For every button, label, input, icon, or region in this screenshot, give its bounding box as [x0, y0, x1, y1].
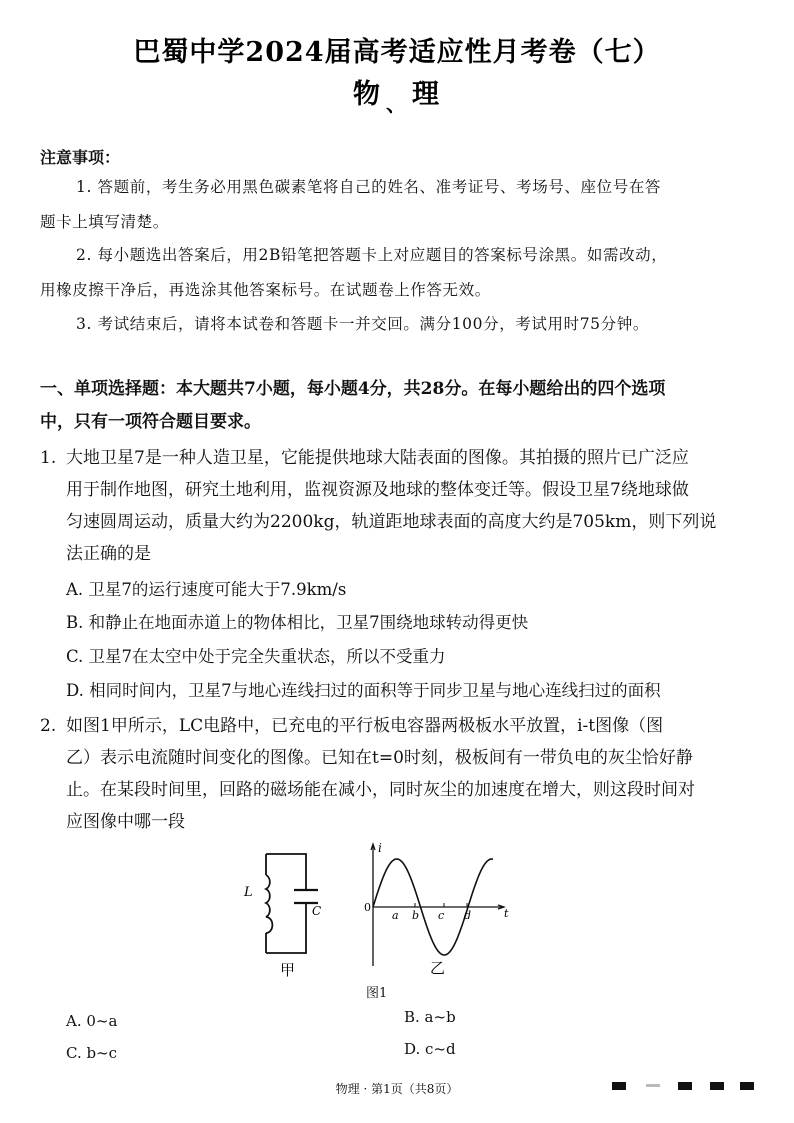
section-heading-line: 一、单项选择题：本大题共7小题，每小题4分，共28分。在每小题给出的四个选项 [40, 379, 666, 399]
question-1 [40, 442, 760, 572]
registration-mark [710, 1082, 724, 1090]
i-t-graph [371, 844, 504, 966]
registration-mark [740, 1082, 754, 1090]
subject-title [0, 72, 794, 116]
circuit-wire [266, 854, 306, 890]
q1-option-c: C. 卫星7在太空中处于完全失重状态，所以不受重力 [66, 647, 446, 666]
question-number: 2. [40, 716, 57, 736]
note-line: 题卡上填写清楚。 [40, 213, 169, 231]
axis-label-origin: 0 [364, 901, 371, 914]
inductor-label: L [244, 885, 253, 900]
q2-option-b: B. a~b [404, 1008, 456, 1026]
q2-option-c: C. b~c [66, 1044, 118, 1062]
note-line: 3. 考试结束后，请将本试卷和答题卡一并交回。满分100分，考试用时75分钟。 [76, 315, 649, 333]
section-heading-line: 中，只有一项符合题目要求。 [40, 412, 261, 432]
figure-caption: 图1 [366, 986, 388, 1001]
notes-heading: 注意事项： [40, 148, 121, 167]
registration-mark [646, 1084, 660, 1087]
subject-right: 理 [412, 79, 441, 110]
exam-title: 巴蜀中学2024届高考适应性月考卷（七） [133, 37, 661, 68]
question-line: 止。在某段时间里，回路的磁场能在减小，同时灰尘的加速度在增大，则这段时间对 [66, 780, 695, 800]
q1-option-a: A. 卫星7的运行速度可能大于7.9km/s [66, 580, 347, 599]
q1-option-b: B. 和静止在地面赤道上的物体相比，卫星7围绕地球转动得更快 [66, 613, 529, 632]
question-line: 应图像中哪一段 [66, 812, 185, 832]
section-heading [40, 373, 760, 439]
page-footer: 物理 · 第1页（共8页） [335, 1082, 459, 1096]
note-line: 用橡皮擦干净后，再选涂其他答案标号。在试题卷上作答无效。 [40, 281, 491, 299]
registration-mark [678, 1082, 692, 1090]
subject-left: 物 [353, 79, 382, 110]
point-label-c: c [438, 909, 445, 922]
question-text [66, 442, 760, 570]
registration-mark [612, 1082, 626, 1090]
lc-circuit-diagram [266, 854, 318, 953]
question-2 [40, 710, 760, 840]
point-label-b: b [412, 909, 420, 922]
axis-label-i: i [378, 841, 382, 855]
question-number: 1. [40, 448, 57, 468]
note-line: 2. 每小题选出答案后，用2B铅笔把答题卡上对应题目的答案标号涂黑。如需改动， [76, 246, 668, 264]
question-line: 大地卫星7是一种人造卫星，它能提供地球大陆表面的图像。其拍摄的照片已广泛应 [66, 448, 689, 468]
question-line: 法正确的是 [66, 544, 151, 564]
note-line: 1. 答题前，考生务必用黑色碳素笔将自己的姓名、准考证号、考场号、座位号在答 [76, 178, 662, 196]
question-line: 匀速圆周运动，质量大约为2200kg，轨道距地球表面的高度大约是705km，则下列说 [66, 512, 717, 532]
inductor-coil [266, 875, 272, 933]
figure-caption-jia: 甲 [280, 961, 296, 979]
question-line: 如图1甲所示，LC电路中，已充电的平行板电容器两极板水平放置，i-t图像（图 [66, 716, 664, 736]
q1-option-d: D. 相同时间内，卫星7与地心连线扫过的面积等于同步卫星与地心连线扫过的面积 [66, 681, 661, 700]
point-label-d: d [464, 909, 472, 922]
axis-label-t: t [504, 907, 509, 920]
question-line: 乙）表示电流随时间变化的图像。已知在t=0时刻，极板间有一带负电的灰尘恰好静 [66, 748, 693, 768]
subject-separator: 、 [386, 92, 408, 116]
point-label-a: a [392, 909, 399, 922]
question-line: 用于制作地图，研究土地利用，监视资源及地球的整体变迁等。假设卫星7绕地球做 [66, 480, 689, 500]
capacitor-label: C [312, 904, 322, 918]
q2-option-d: D. c~d [404, 1040, 456, 1058]
figure-caption-yi: 乙 [430, 959, 446, 977]
question-text [66, 710, 760, 838]
q2-option-a: A. 0~a [66, 1012, 118, 1030]
figure-1 [240, 840, 520, 985]
